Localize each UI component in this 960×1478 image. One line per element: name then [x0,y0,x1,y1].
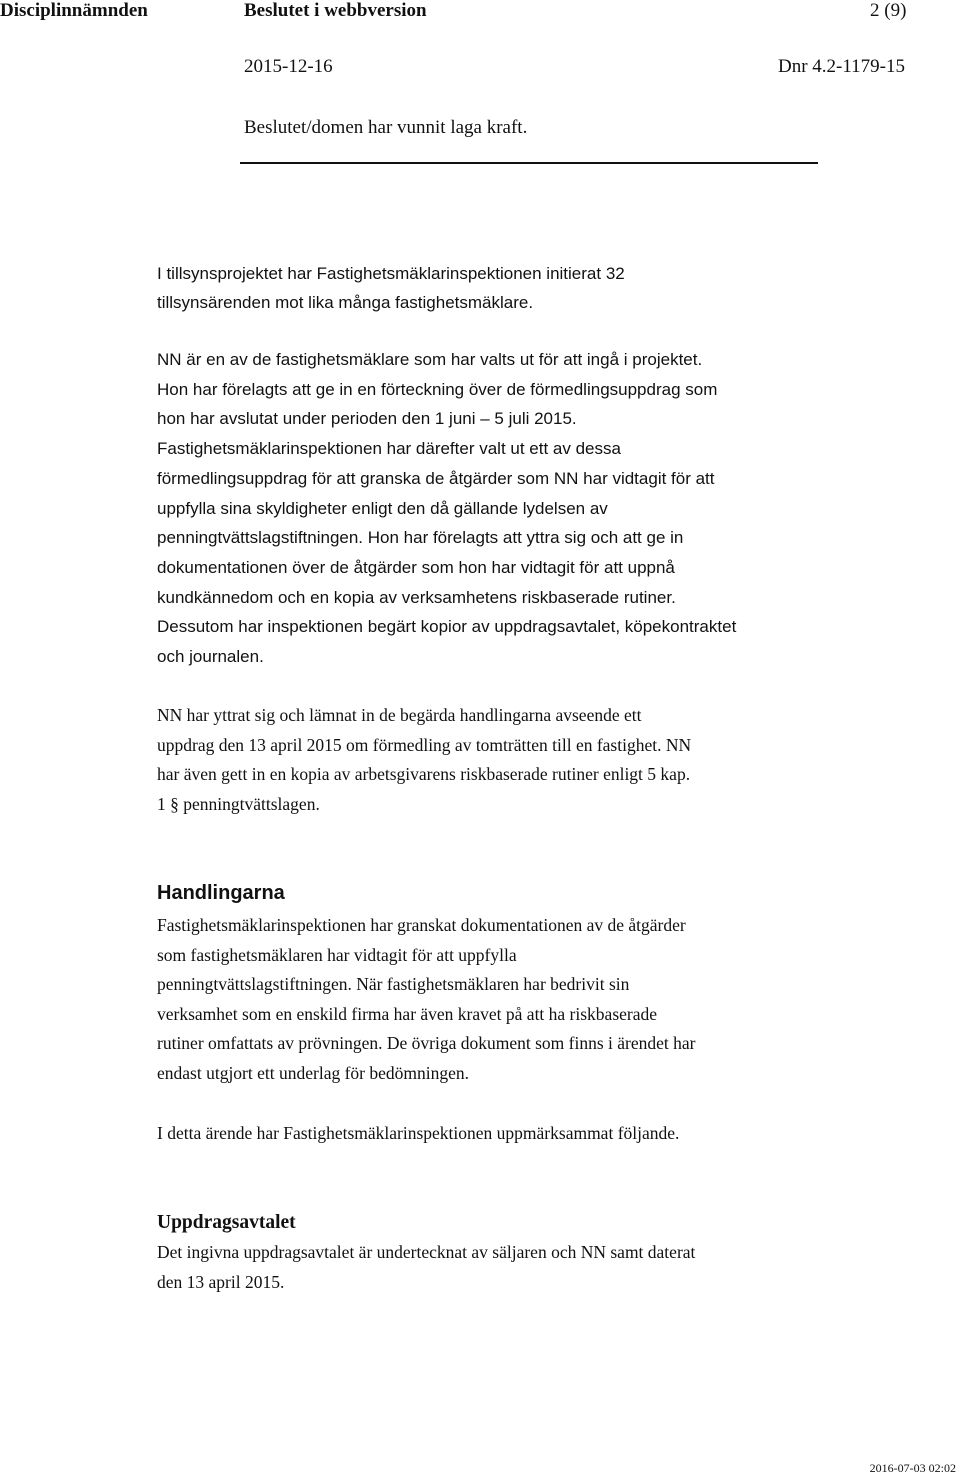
header-rule [240,162,818,164]
header-org: Disciplinnämnden [0,0,148,21]
paragraph-line: uppdrag den 13 april 2015 om förmedling av tomträtten till en fastighet. NN [157,734,692,755]
paragraph-2 [157,701,691,819]
paragraph-line: Dessutom har inspektionen begärt kopior av uppdragsavtalet, köpekontraktet [157,617,737,637]
paragraph-line: NN har yttrat sig och lämnat in de begärda handlingarna avseende ett [157,705,642,725]
paragraph-line: NN är en av de fastighetsmäklare som har valts ut för att ingå i projektet. [157,350,703,369]
header-page-number: 2 (9) [870,0,907,21]
case-number: Dnr 4.2-1179-15 [778,56,905,77]
paragraph-line: Det ingivna uppdragsavtalet är undertecknat av säljaren och NN samt daterat [157,1242,696,1262]
paragraph-line: 1 § penningtvättslagen. [157,793,320,814]
legal-status: Beslutet/domen har vunnit laga kraft. [244,117,528,138]
decision-date: 2015-12-16 [244,56,333,77]
paragraph-line: penningtvättslagstiftningen. När fastighetsmäklaren har bedrivit sin [157,974,630,994]
intro-line: tillsynsärenden mot lika många fastighetsmäklare. [157,293,534,312]
section-heading-uppdragsavtalet: Uppdragsavtalet [157,1212,296,1233]
paragraph-line: har även gett in en kopia av arbetsgivarens riskbaserade rutiner enligt 5 kap. [157,764,691,784]
uppdragsavtalet-paragraph [157,1238,695,1297]
paragraph-line: som fastighetsmäklaren har vidtagit för att uppfylla [157,944,517,965]
intro-paragraph [157,259,625,317]
section-heading-handlingarna: Handlingarna [157,882,285,904]
paragraph-line: penningtvättslagstiftningen. Hon har förelagts att yttra sig och att ge in [157,528,684,548]
paragraph-line: förmedlingsuppdrag för att granska de åtgärder som NN har vidtagit för att [157,468,715,488]
paragraph-line: endast utgjort ett underlag för bedömningen. [157,1062,470,1083]
header-doc-type: Beslutet i webbversion [244,0,427,21]
paragraph-line: I detta ärende har Fastighetsmäklarinspektionen uppmärksammat följande. [157,1123,680,1143]
intro-line: I tillsynsprojektet har Fastighetsmäklarinspektionen initierat 32 [157,264,625,283]
paragraph-line: den 13 april 2015. [157,1271,285,1292]
paragraph-line: kundkännedom och en kopia av verksamhetens riskbaserade rutiner. [157,587,676,607]
handlingarna-paragraph [157,911,695,1088]
paragraph-1 [157,345,736,672]
paragraph-line: Fastighetsmäklarinspektionen har granskat dokumentationen av de åtgärder [157,915,686,935]
print-timestamp: 2016-07-03 02:02 [869,1461,956,1475]
handlingarna-note [157,1119,679,1149]
paragraph-line: och journalen. [157,647,264,667]
paragraph-line: Hon har förelagts att ge in en förteckning över de förmedlingsuppdrag som [157,379,718,399]
paragraph-line: rutiner omfattats av prövningen. De övriga dokument som finns i ärendet har [157,1033,696,1053]
paragraph-line: dokumentationen över de åtgärder som hon har vidtagit för att uppnå [157,557,675,577]
paragraph-line: verksamhet som en enskild firma har även kravet på att ha riskbaserade [157,1003,658,1024]
paragraph-line: Fastighetsmäklarinspektionen har därefter valt ut ett av dessa [157,439,621,459]
paragraph-line: uppfylla sina skyldigheter enligt den då gällande lydelsen av [157,498,608,518]
paragraph-line: hon har avslutat under perioden den 1 juni – 5 juli 2015. [157,409,577,429]
